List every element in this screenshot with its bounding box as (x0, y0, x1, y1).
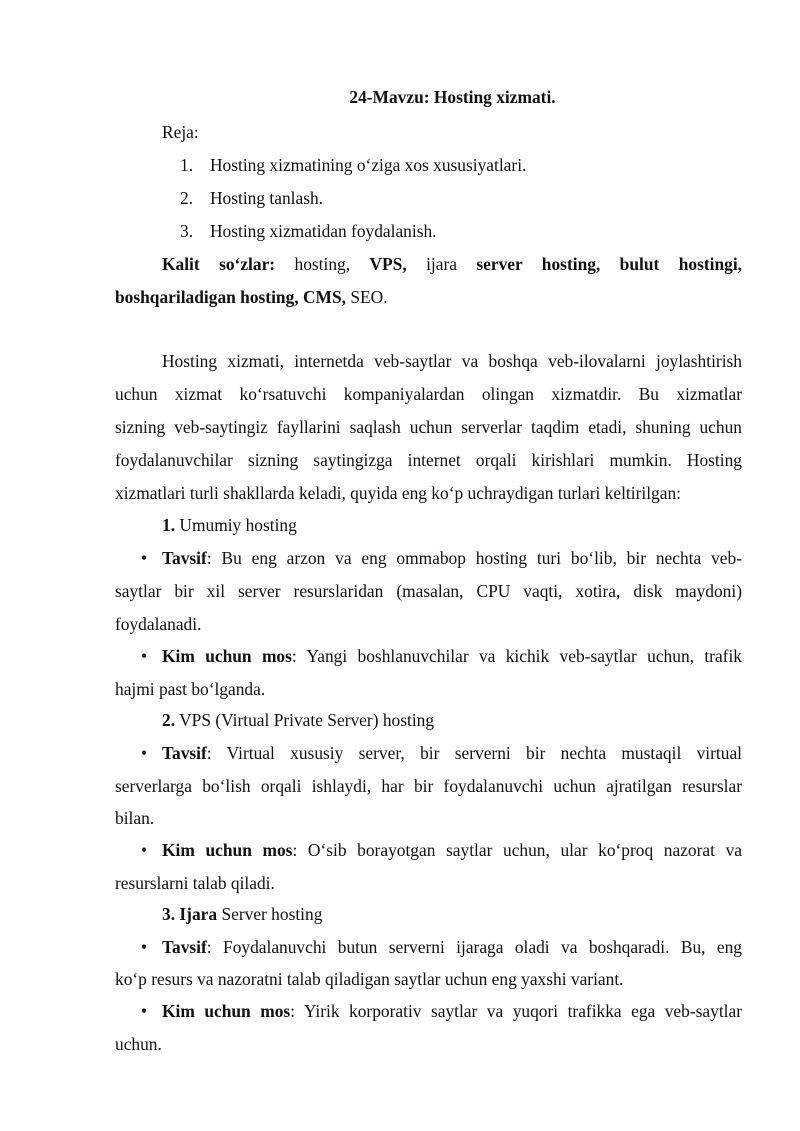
section-name: VPS (Virtual Private Server) hosting (179, 710, 435, 730)
section-number: 3. (162, 904, 176, 924)
plan-item-text: Hosting tanlash. (210, 188, 324, 208)
intro-line: Hosting xizmati, internetda veb-saytlar va boshqa veb-ilovalarni joylashtirish (162, 351, 742, 371)
section-heading (162, 903, 322, 925)
page-title: 24-Mavzu: Hosting xizmati. (349, 87, 556, 107)
plan-item (180, 187, 324, 209)
section-number: 1. (162, 515, 176, 535)
intro-line: foydalanuvchilar sizning saytingizga internet orqali kirishlari mumkin. Hosting (115, 450, 742, 470)
keyword: SEO. (350, 287, 388, 307)
section-number: 2. (162, 710, 176, 730)
keyword: ijara (426, 254, 457, 274)
keyword: VPS, (369, 254, 407, 274)
description-text: : Virtual xususiy server, bir serverni bir nechta mustaqil virtual (206, 743, 742, 763)
section-name: Server hosting (221, 904, 323, 924)
plan-item-number: 2. (180, 188, 194, 208)
plan-label: Reja: (162, 122, 199, 142)
section-heading (162, 709, 434, 731)
audience-line (162, 645, 742, 667)
bullet-icon: • (141, 646, 148, 666)
description-line (162, 936, 742, 958)
keyword: boshqariladigan hosting, CMS, (115, 287, 346, 307)
description-text: : Foydalanuvchi butun serverni ijaraga oladi va boshqaradi. Bu, eng (206, 937, 742, 957)
description-label: Tavsif (162, 743, 207, 763)
bullet-icon: • (141, 937, 148, 957)
bullet-icon: • (141, 840, 148, 860)
description-label: Tavsif (162, 548, 207, 568)
intro-line: sizning veb-saytingiz fayllarini saqlash uchun serverlar taqdim etadi, shuning uchun (115, 417, 742, 437)
bullet-icon: • (141, 1001, 148, 1021)
keywords-line (115, 286, 388, 308)
plan-item (180, 154, 527, 176)
plan-item-number: 3. (180, 221, 194, 241)
plan-item (180, 220, 437, 242)
audience-line (162, 1000, 742, 1022)
description-line (162, 742, 742, 764)
section-name: Ijara (179, 904, 218, 924)
audience-label: Kim uchun mos (162, 646, 292, 666)
section-heading (162, 514, 297, 536)
audience-label: Kim uchun mos (162, 840, 293, 860)
plan-item-text: Hosting xizmatidan foydalanish. (210, 221, 437, 241)
bullet-icon: • (141, 743, 148, 763)
audience-line (162, 839, 742, 861)
audience-text: : Yangi boshlanuvchilar va kichik veb-saytlar uchun, trafik (291, 646, 742, 666)
audience-text: : Yirik korporativ saytlar va yuqori trafikka ega veb-saytlar (290, 1001, 742, 1021)
intro-line: xizmatlari turli shakllarda keladi, quyida eng ko‘p uchraydigan turlari keltirilgan: (115, 483, 681, 503)
audience-label: Kim uchun mos (162, 1001, 291, 1021)
audience-line: resurslarni talab qiladi. (115, 873, 275, 893)
description-text: : Bu eng arzon va eng ommabop hosting turi bo‘lib, bir nechta veb- (206, 548, 742, 568)
description-line: foydalanadi. (115, 614, 202, 634)
intro-line: uchun xizmat ko‘rsatuvchi kompaniyalardan olingan xizmatdir. Bu xizmatlar (115, 384, 742, 404)
description-line: ko‘p resurs va nazoratni talab qiladigan saytlar uchun eng yaxshi variant. (115, 969, 624, 989)
audience-line: hajmi past bo‘lganda. (115, 679, 266, 699)
keywords-label: Kalit so‘zlar: (162, 254, 276, 274)
keyword: hosting, (294, 254, 351, 274)
keyword: server hosting, bulut hostingi, (476, 254, 743, 274)
description-line: bilan. (115, 808, 155, 828)
bullet-icon: • (141, 548, 148, 568)
description-line: serverlarga bo‘lish orqali ishlaydi, har bir foydalanuvchi uchun ajratilgan resurslar (115, 776, 742, 796)
audience-text: : O‘sib borayotgan saytlar uchun, ular ko‘proq nazorat va (292, 840, 743, 860)
description-line: saytlar bir xil server resurslaridan (masalan, CPU vaqti, xotira, disk maydoni) (115, 581, 742, 601)
audience-line: uchun. (115, 1034, 162, 1054)
section-name: Umumiy hosting (179, 515, 297, 535)
plan-item-text: Hosting xizmatining o‘ziga xos xususiyatlari. (210, 155, 527, 175)
plan-item-number: 1. (180, 155, 194, 175)
description-line (162, 547, 742, 569)
keywords-line (162, 253, 742, 275)
description-label: Tavsif (162, 937, 207, 957)
